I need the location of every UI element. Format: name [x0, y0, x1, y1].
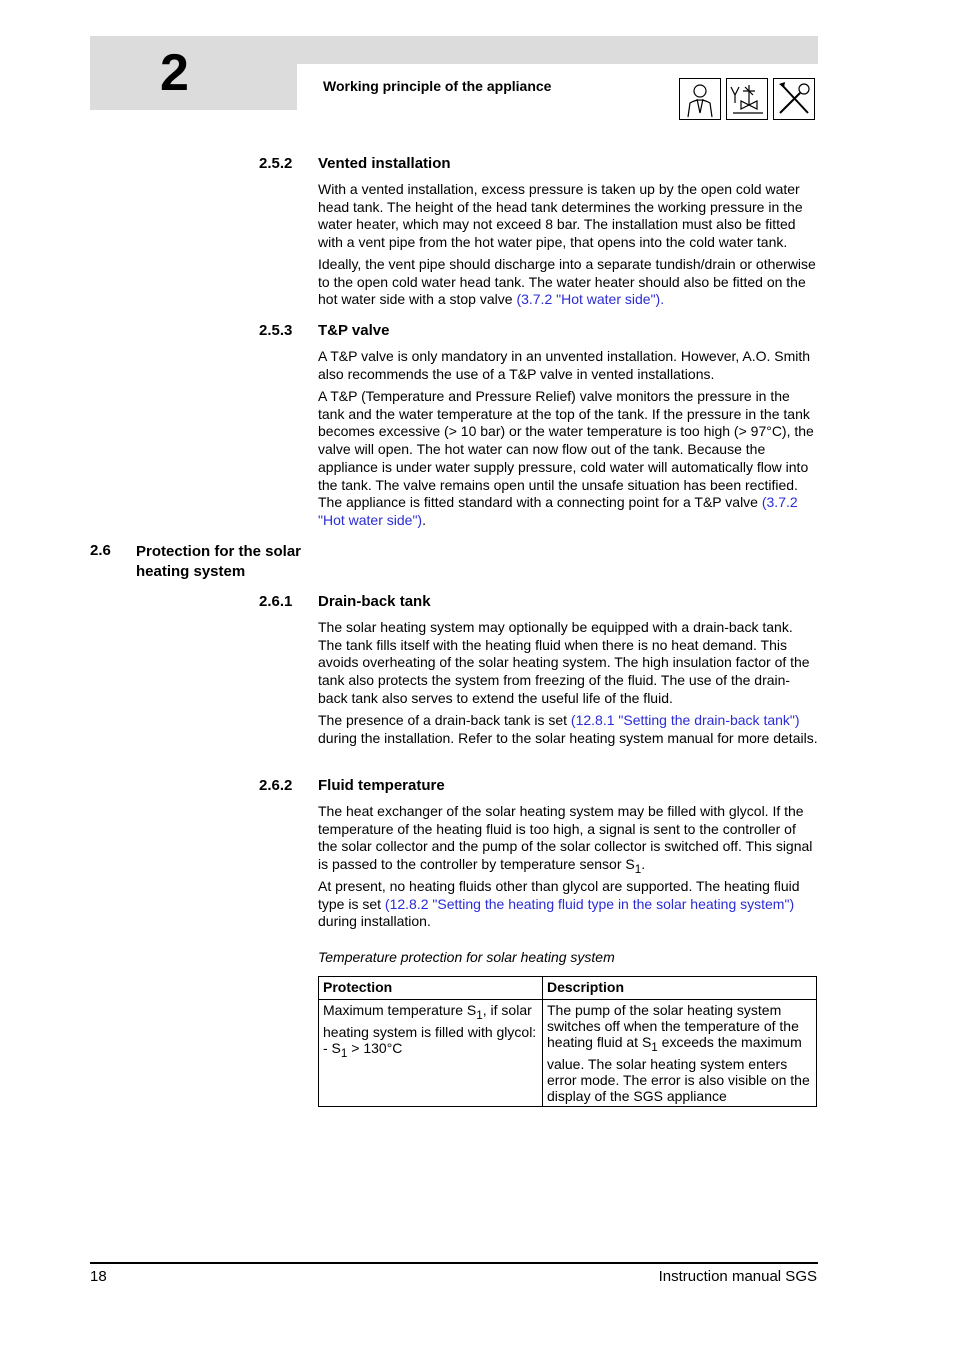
user-icon [679, 78, 721, 120]
table-row [319, 1000, 817, 1107]
table-caption: Temperature protection for solar heating system [318, 949, 615, 965]
chapter-box [90, 36, 297, 110]
section-number: 2.5.2 [259, 155, 293, 172]
table-header-row [319, 977, 817, 1000]
section-number: 2.6.2 [259, 777, 293, 794]
paragraph: With a vented installation, excess pressure is taken up by the open cold water head tank. The height of the head tank determines the working pressure in the water heater, which may not exceed 8 bar. The installation must also be fitted with a vent pipe from the hot water pipe, that opens into the cold water tank. [318, 181, 803, 251]
paragraph: The presence of a drain-back tank is set (12.8.1 "Setting the drain-back tank") during the installation. Refer to the solar heating system manual for more details. [318, 712, 818, 746]
paragraph: A T&P valve is only mandatory in an unvented installation. However, A.O. Smith also recommends the use of a T&P valve in vented installations. [318, 348, 811, 382]
paragraph: A T&P (Temperature and Pressure Relief) valve monitors the pressure in the tank and the water temperature at the top of the tank. If the pressure in the tank becomes excessive (> 10 bar) or the water temperature is too high (> 97°C), the valve will open. The hot water can now flow out of the tank. Because the appliance is under water supply pressure, cold water will automatically flow into the tank. The valve remains open until the unsafe situation has been rectified. The appliance is fitted standard with a connecting point for a T&P valve (3.7.2 "Hot water side"). [318, 388, 814, 528]
paragraph: Ideally, the vent pipe should discharge into a separate tundish/drain or otherwise to the open cold water head tank. The water heater should also be fitted on the hot water side with a stop valve (3.7.2 "Hot water side"). [318, 256, 816, 308]
footer-rule [90, 1262, 818, 1264]
installation-valve-icon [726, 78, 768, 120]
column-header: Description [543, 977, 817, 1000]
service-tools-icon [773, 78, 815, 120]
paragraph: The solar heating system may optionally be equipped with a drain-back tank. The tank fills itself with the heating fluid when there is no heat demand. This avoids overheating of the solar heating system. The high insulation factor of the tank also protects the system from freezing of the fluid. The use of the drain-back tank also serves to extend the useful life of the fluid. [318, 619, 810, 706]
cross-reference-link[interactable]: (12.8.2 "Setting the heating fluid type in the solar heating system") [384, 895, 795, 912]
header-title: Working principle of the appliance [323, 78, 552, 94]
page-number: 18 [90, 1268, 107, 1285]
column-header: Protection [319, 977, 543, 1000]
section-number: 2.6 [90, 542, 111, 559]
table-cell-protection: Maximum temperature $S_1$, if solar heating system is filled with glycol: - $S_1 > 130^\circ C$ [319, 1000, 543, 1107]
section-title: Drain-back tank [318, 593, 431, 610]
chapter-number: 2 [160, 44, 189, 102]
section-title: T&P valve [318, 322, 390, 339]
paragraph: At present, no heating fluids other than glycol are supported. The heating fluid type is set (12.8.2 "Setting the heating fluid type in the solar heating system") during installation. [318, 878, 800, 930]
paragraph: The heat exchanger of the solar heating system may be filled with glycol. If the temperature of the heating fluid is too high, a signal is sent to the controller of the solar collector and the pump of the solar collector is switched off. This signal is passed to the controller by temperature sensor $S_1$. [318, 803, 813, 876]
section-number: 2.6.1 [259, 593, 293, 610]
section-title: Protection for the solar heating system [136, 543, 302, 580]
section-title: Vented installation [318, 155, 451, 172]
cross-reference-link[interactable]: (12.8.1 "Setting the drain-back tank") [570, 712, 800, 728]
manual-title: Instruction manual SGS [658, 1268, 817, 1285]
cross-reference-link[interactable]: (3.7.2 "Hot water side") [318, 494, 798, 528]
protection-table [318, 976, 817, 1107]
section-title: Fluid temperature [318, 777, 445, 794]
section-number: 2.5.3 [259, 322, 293, 339]
table-cell-description: The pump of the solar heating system switches off when the temperature of the heating fluid at $S_1$ exceeds the maximum value. The solar heating system enters error mode. The error is also visible on the display of the SGS appliance [543, 1000, 817, 1107]
cross-reference-link[interactable]: (3.7.2 "Hot water side"). [516, 291, 665, 308]
